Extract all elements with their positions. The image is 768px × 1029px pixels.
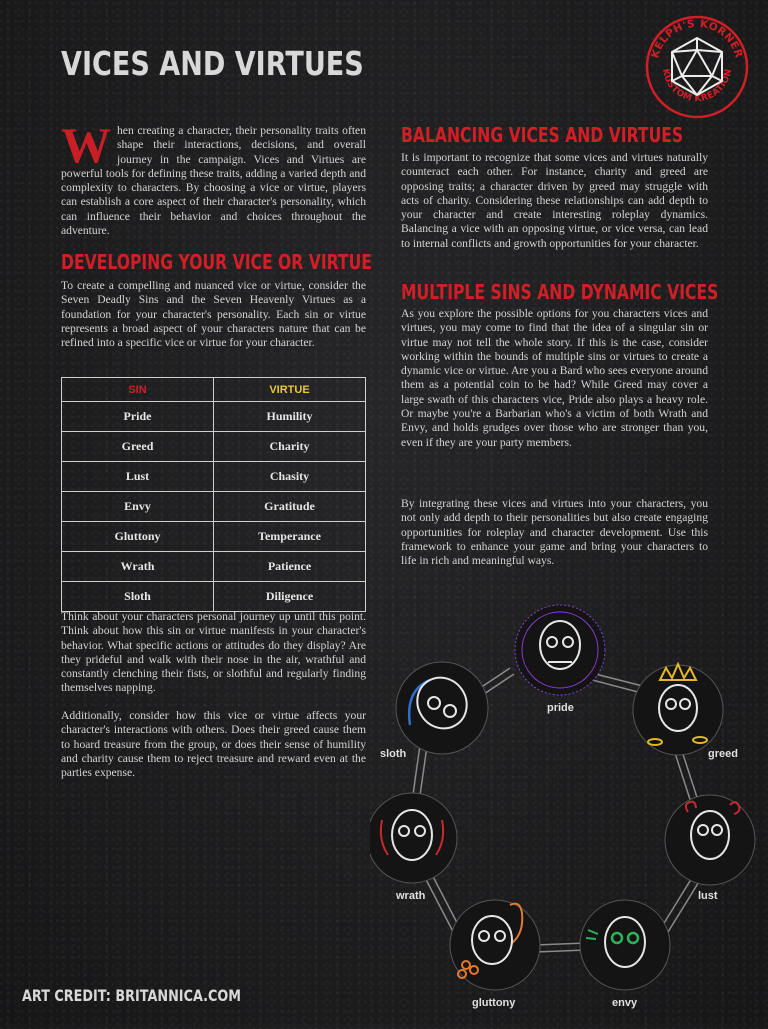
journey-paragraph-2: Additionally, consider how this vice or virtue affects your character's interactions with others. Does their greed cause them to hoard treasure from the group, or does their sense of humility and charity cause them to reject treasure and reward even at the parties expense.: [61, 709, 366, 780]
table-row: [62, 462, 366, 492]
balancing-heading: BALANCING VICES AND VIRTUES: [401, 123, 684, 147]
table-row: [62, 432, 366, 462]
skull-label-envy: envy: [612, 997, 638, 1009]
table-row: [62, 522, 366, 552]
virtue-cell: Gratitude: [214, 492, 366, 522]
virtue-cell: Diligence: [214, 582, 366, 612]
table-row: [62, 492, 366, 522]
skull-ring-diagram: [370, 600, 768, 1024]
virtue-cell: Temperance: [214, 522, 366, 552]
skull-lust: [665, 795, 755, 885]
skull-pride: [515, 605, 605, 695]
page-title: VICES AND VIRTUES: [61, 44, 364, 83]
skull-label-gluttony: gluttony: [472, 997, 516, 1009]
closing-paragraph: By integrating these vices and virtues into your characters, you not only add depth to their personalities but also create engaging opportunities for roleplay and character development. Use this framework to enhance your game and bring your characters to life in rich and meaningful ways.: [401, 497, 708, 568]
skull-label-sloth: sloth: [380, 748, 407, 760]
table-row: [62, 552, 366, 582]
skull-label-wrath: wrath: [396, 890, 426, 902]
skull-label-lust: lust: [698, 890, 718, 902]
sin-column-header: SIN: [62, 378, 214, 402]
intro-paragraph: [61, 117, 366, 238]
skull-gluttony: [450, 900, 540, 990]
balancing-paragraph: It is important to recognize that some vices and virtues naturally counteract each other. For instance, charity and greed are opposing traits; a character driven by greed may struggle with acts of charity. Considering these relationships can add depth to your character and create interesting roleplay dynamics. Balancing a vice with an opposing virtue, or vice versa, can lead to internal conflicts and growth opportunities for your character.: [401, 151, 708, 250]
developing-paragraph: To create a compelling and nuanced vice or virtue, consider the Seven Deadly Sins and the Seven Heavenly Virtues as a foundation for your character's personality. Each sin or virtue represents a broad aspect of your characters nature that can be refined into a specific vice or virtue for your character.: [61, 279, 366, 350]
table-row: [62, 582, 366, 612]
sin-virtue-table: [61, 377, 366, 612]
skull-label-pride: pride: [547, 702, 574, 714]
sin-cell: Lust: [62, 462, 214, 492]
skull-sloth: [396, 662, 488, 754]
virtue-cell: Chasity: [214, 462, 366, 492]
skull-label-greed: greed: [708, 748, 738, 760]
art-credit: ART CREDIT: BRITANNICA.COM: [22, 986, 241, 1005]
logo-bottom-text: KUSTOM KREATION: [659, 68, 735, 105]
developing-heading: DEVELOPING YOUR VICE OR VIRTUE: [61, 250, 372, 274]
intro-text: hen creating a character, their personality traits often shape their interactions, decisions, and overall journey in the campaign. Vices and Virtues are powerful tools for defining these traits, adding a varied depth and complexity to characters. By choosing a vice or virtue, players can establish a core aspect of their character's personality, which can influence their behavior and choices throughout the adventure.: [61, 124, 366, 238]
d20-logo-icon: [643, 13, 751, 121]
logo: [643, 13, 751, 121]
sin-cell: Sloth: [62, 582, 214, 612]
virtue-cell: Charity: [214, 432, 366, 462]
sin-cell: Pride: [62, 402, 214, 432]
sin-cell: Wrath: [62, 552, 214, 582]
virtue-cell: Humility: [214, 402, 366, 432]
sin-cell: Greed: [62, 432, 214, 462]
skull-envy: [580, 900, 670, 990]
logo-top-text: KELPH'S KORNER: [649, 17, 745, 60]
drop-cap: W: [61, 117, 111, 173]
skull-greed: [633, 664, 723, 755]
journey-paragraph-1: Think about your characters personal journey up until this point. Think about how this sin or virtue manifests in your character's behavior. What specific actions or attitudes do they display? Are they prideful and walk with their nose in the air, wrathful and constantly clenching their fists, or slothful and regularly finding themselves napping.: [61, 610, 366, 695]
virtue-cell: Patience: [214, 552, 366, 582]
sin-cell: Gluttony: [62, 522, 214, 552]
multiple-heading: MULTIPLE SINS AND DYNAMIC VICES: [401, 280, 719, 304]
virtue-column-header: VIRTUE: [214, 378, 366, 402]
sin-cell: Envy: [62, 492, 214, 522]
table-header-row: [62, 378, 366, 402]
table-row: [62, 402, 366, 432]
multiple-paragraph: As you explore the possible options for you characters vices and virtues, you may come to find that the idea of a singular sin or virtue may not tell the whole story. If this is the case, consider working within the bounds of multiple sins or virtues to create a dynamic vice or virtue. Are you a Bard who sees everyone around them as a potential coin to be had? While Greed may cover a large swath of this characters vice, Pride also plays a heavy role. Or maybe you're a Barbarian who's a victim of both Wrath and Envy, and holds grudges over those who are stronger than you, even if they are your party members.: [401, 307, 708, 449]
seven-sins-illustration: [370, 600, 768, 1024]
skull-wrath: [370, 793, 457, 883]
